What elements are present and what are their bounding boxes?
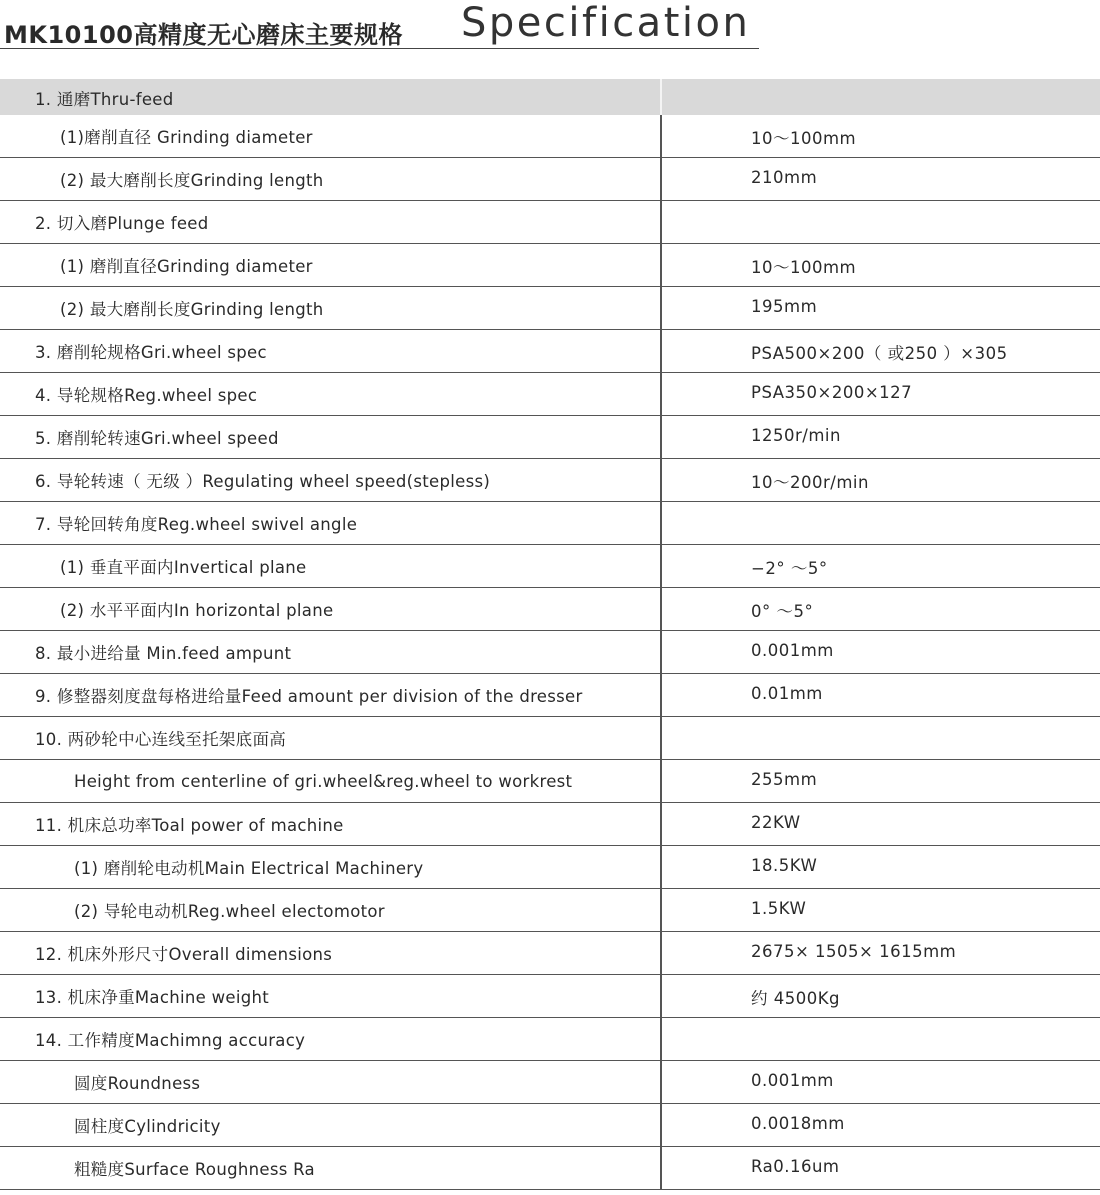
spec-value: 18.5KW — [751, 856, 818, 875]
spec-value: 0.01mm — [751, 684, 823, 703]
table-row — [0, 975, 1100, 1018]
table-row — [0, 158, 1100, 201]
spec-value: 0° ～5° — [751, 602, 814, 621]
spec-label: (1) 磨削轮电动机Main Electrical Machinery — [74, 859, 424, 878]
spec-label: 圆度Roundness — [74, 1074, 201, 1093]
spec-label: (1) 垂直平面内Invertical plane — [60, 558, 307, 577]
spec-value-cell — [662, 79, 1100, 115]
spec-value-cell — [662, 416, 1100, 458]
spec-label: 3. 磨削轮规格Gri.wheel spec — [35, 343, 267, 362]
table-row — [0, 631, 1100, 674]
table-row — [0, 588, 1100, 631]
spec-value-cell — [662, 1018, 1100, 1060]
table-row — [0, 760, 1100, 803]
spec-value-cell — [662, 1147, 1100, 1189]
spec-value-cell — [662, 201, 1100, 243]
table-row — [0, 416, 1100, 459]
spec-table — [0, 79, 1100, 1190]
column-divider — [660, 717, 662, 759]
column-divider — [660, 502, 662, 544]
table-row — [0, 115, 1100, 158]
spec-label: 7. 导轮回转角度Reg.wheel swivel angle — [35, 515, 358, 534]
spec-value-cell — [662, 975, 1100, 1017]
column-divider — [660, 459, 662, 501]
column-divider — [660, 287, 662, 329]
spec-value-cell — [662, 760, 1100, 802]
spec-value: 210mm — [751, 168, 818, 187]
spec-value-cell — [662, 588, 1100, 630]
spec-label: (1)磨削直径 Grinding diameter — [60, 128, 313, 147]
spec-value-cell — [662, 846, 1100, 888]
spec-value-cell — [662, 545, 1100, 587]
column-divider — [660, 674, 662, 716]
spec-value-cell — [662, 287, 1100, 329]
spec-value: 22KW — [751, 813, 801, 832]
table-row — [0, 1018, 1100, 1061]
spec-value: 0.001mm — [751, 1071, 834, 1090]
column-divider — [660, 1018, 662, 1060]
spec-label: 11. 机床总功率Toal power of machine — [35, 816, 344, 835]
spec-value-cell — [662, 1104, 1100, 1146]
table-row — [0, 502, 1100, 545]
page-header — [0, 0, 1100, 60]
spec-value: 10～100mm — [751, 129, 857, 148]
column-divider — [660, 79, 662, 115]
column-divider — [660, 1147, 662, 1189]
column-divider — [660, 201, 662, 243]
spec-value: 0.0018mm — [751, 1114, 845, 1133]
title-english: Specification — [461, 0, 751, 46]
table-row — [0, 330, 1100, 373]
spec-label: (2) 最大磨削长度Grinding length — [60, 171, 324, 190]
spec-value: 1.5KW — [751, 899, 807, 918]
table-row — [0, 717, 1100, 760]
table-row — [0, 201, 1100, 244]
spec-label: 2. 切入磨Plunge feed — [35, 214, 209, 233]
column-divider — [660, 115, 662, 157]
spec-value-cell — [662, 158, 1100, 200]
column-divider — [660, 330, 662, 372]
spec-label: Height from centerline of gri.wheel&reg.wheel to workrest — [74, 771, 573, 791]
spec-value-cell — [662, 631, 1100, 673]
spec-label: (2) 最大磨削长度Grinding length — [60, 300, 324, 319]
spec-value: 0.001mm — [751, 641, 834, 660]
spec-value-cell — [662, 115, 1100, 157]
column-divider — [660, 416, 662, 458]
column-divider — [660, 760, 662, 802]
column-divider — [660, 588, 662, 630]
spec-value: PSA500×200（ 或250 ）×305 — [751, 344, 1008, 363]
column-divider — [660, 373, 662, 415]
spec-label: 14. 工作精度Machimng accuracy — [35, 1031, 306, 1050]
column-divider — [660, 631, 662, 673]
table-row — [0, 545, 1100, 588]
spec-label: 8. 最小进给量 Min.feed ampunt — [35, 644, 292, 663]
spec-value-cell — [662, 889, 1100, 931]
table-row — [0, 79, 1100, 115]
spec-value-cell — [662, 459, 1100, 501]
spec-value: −2° ～5° — [751, 559, 828, 578]
spec-value-cell — [662, 674, 1100, 716]
spec-value-cell — [662, 244, 1100, 286]
table-row — [0, 1104, 1100, 1147]
spec-value: 1250r/min — [751, 426, 841, 445]
spec-label: (2) 水平平面内In horizontal plane — [60, 601, 334, 620]
table-row — [0, 932, 1100, 975]
spec-value: 10～200r/min — [751, 473, 869, 492]
column-divider — [660, 1104, 662, 1146]
spec-value-cell — [662, 502, 1100, 544]
spec-label: 10. 两砂轮中心连线至托架底面高 — [35, 730, 287, 749]
column-divider — [660, 975, 662, 1017]
column-divider — [660, 158, 662, 200]
spec-value-cell — [662, 717, 1100, 759]
column-divider — [660, 846, 662, 888]
spec-value-cell — [662, 932, 1100, 974]
spec-value-cell — [662, 373, 1100, 415]
table-row — [0, 244, 1100, 287]
column-divider — [660, 803, 662, 845]
spec-label: 1. 通磨Thru-feed — [35, 90, 174, 109]
spec-value: 195mm — [751, 297, 818, 316]
spec-value: PSA350×200×127 — [751, 383, 913, 402]
spec-value: Ra0.16um — [751, 1157, 840, 1176]
table-row — [0, 373, 1100, 416]
column-divider — [660, 889, 662, 931]
spec-value: 2675× 1505× 1615mm — [751, 942, 957, 961]
spec-value: 10～100mm — [751, 258, 857, 277]
spec-label: 6. 导轮转速（ 无级 ）Regulating wheel speed(stepless) — [35, 472, 491, 491]
title-chinese: MK10100高精度无心磨床主要规格 — [4, 21, 403, 49]
table-row — [0, 674, 1100, 717]
spec-value-cell — [662, 803, 1100, 845]
column-divider — [660, 545, 662, 587]
table-row — [0, 846, 1100, 889]
spec-label: 5. 磨削轮转速Gri.wheel speed — [35, 429, 279, 448]
column-divider — [660, 1061, 662, 1103]
column-divider — [660, 244, 662, 286]
spec-label: 9. 修整器刻度盘每格进给量Feed amount per division of the dresser — [35, 687, 583, 706]
spec-label: 13. 机床净重Machine weight — [35, 988, 270, 1007]
spec-value: 255mm — [751, 770, 818, 789]
table-row — [0, 1061, 1100, 1104]
spec-label: (1) 磨削直径Grinding diameter — [60, 257, 313, 276]
spec-value: 约 4500Kg — [751, 989, 841, 1008]
table-row — [0, 287, 1100, 330]
spec-value-cell — [662, 330, 1100, 372]
table-row — [0, 889, 1100, 932]
spec-value-cell — [662, 1061, 1100, 1103]
spec-label: 圆柱度Cylindricity — [74, 1117, 221, 1136]
spec-label: 粗糙度Surface Roughness Ra — [74, 1160, 315, 1179]
spec-label: 4. 导轮规格Reg.wheel spec — [35, 386, 258, 405]
column-divider — [660, 932, 662, 974]
spec-label: 12. 机床外形尺寸Overall dimensions — [35, 945, 333, 964]
table-row — [0, 459, 1100, 502]
title-underline — [0, 48, 759, 49]
table-row — [0, 803, 1100, 846]
table-row — [0, 1147, 1100, 1190]
spec-label: (2) 导轮电动机Reg.wheel electomotor — [74, 902, 385, 921]
